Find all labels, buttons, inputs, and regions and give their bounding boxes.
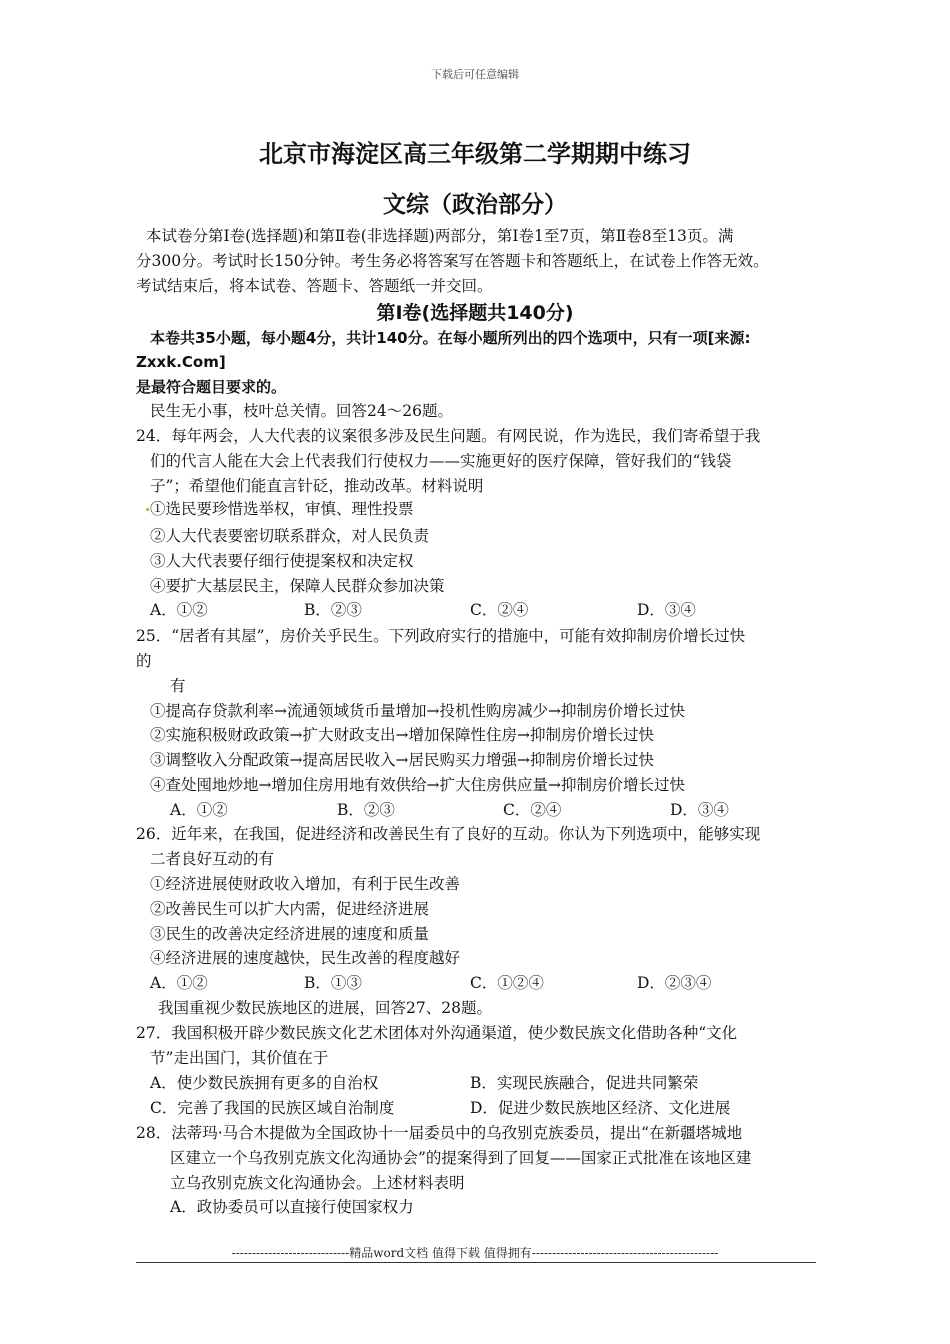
q28-stem: 立乌孜别克族文化沟通协会。上述材料表明: [170, 1174, 465, 1192]
lead-24-26: 民生无小事，枝叶总关情。回答24～26题。: [150, 402, 453, 420]
q24-item: ①选民要珍惜选举权，审慎、理性投票: [150, 500, 414, 518]
q25-option-c: C．②④: [503, 801, 562, 819]
q26-stem: 二者良好互动的有: [150, 850, 275, 868]
q26-option-b: B．①③: [304, 974, 362, 992]
q27-option-d: D．促进少数民族地区经济、文化进展: [470, 1099, 731, 1117]
q26-item: ①经济进展使财政收入增加，有利于民生改善: [150, 875, 461, 893]
q28-stem: 28．法蒂玛·马合木提做为全国政协十一届委员中的乌孜别克族委员，提出“在新疆塔城地: [136, 1124, 743, 1142]
q25-item: ③调整收入分配政策→提高居民收入→居民购买力增强→抑制房价增长过快: [150, 751, 654, 769]
q24-item: ④要扩大基层民主，保障人民群众参加决策: [150, 577, 445, 595]
section-title: 第Ⅰ卷(选择题共140分): [376, 302, 574, 324]
q25-stem: 25．“居者有其屋”，房价关乎民生。下列政府实行的措施中，可能有效抑制房价增长过快: [136, 627, 746, 645]
footer-rule: [136, 1262, 816, 1263]
q27-option-a: A．使少数民族拥有更多的自治权: [150, 1074, 379, 1092]
intro-line: 分300分。考试时长150分钟。考生务必将答案写在答题卡和答题纸上，在试卷上作答无效。: [136, 252, 769, 270]
mark-dot: [146, 508, 149, 511]
q27-stem: 27．我国积极开辟少数民族文化艺术团体对外沟通渠道，使少数民族文化借助各种“文化: [136, 1024, 738, 1042]
q27-stem: 节”走出国门，其价值在于: [150, 1049, 329, 1067]
instructions-line: 本卷共35小题，每小题4分，共计140分。在每小题所列出的四个选项中，只有一项[来源:: [150, 329, 751, 347]
page-title: 北京市海淀区高三年级第二学期期中练习: [259, 140, 691, 168]
q25-item: ④查处囤地炒地→增加住房用地有效供给→扩大住房供应量→抑制房价增长过快: [150, 776, 685, 794]
q24-option-d: D．③④: [637, 601, 696, 619]
q28-stem: 区建立一个乌孜别克族文化沟通协会”的提案得到了回复——国家正式批准在该地区建: [170, 1149, 752, 1167]
q24-stem: 子”；希望他们能直言针砭，推动改革。材料说明: [150, 477, 484, 495]
q24-option-a: A．①②: [150, 601, 208, 619]
q24-item: ③人大代表要仔细行使提案权和决定权: [150, 552, 414, 570]
instructions-line: 是最符合题目要求的。: [136, 378, 287, 396]
q25-option-a: A．①②: [170, 801, 228, 819]
q27-option-b: B．实现民族融合，促进共同繁荣: [470, 1074, 699, 1092]
q26-item: ④经济进展的速度越快，民生改善的程度越好: [150, 949, 461, 967]
intro-line: 考试结束后，将本试卷、答题卡、答题纸一并交回。: [136, 277, 493, 295]
q25-item: ①提高存贷款利率→流通领域货币量增加→投机性购房减少→抑制房价增长过快: [150, 702, 685, 720]
intro-line: 本试卷分第Ⅰ卷(选择题)和第Ⅱ卷(非选择题)两部分，第Ⅰ卷1至7页，第Ⅱ卷8至13页。满: [146, 227, 734, 245]
q26-option-d: D．②③④: [637, 974, 712, 992]
q24-option-b: B．②③: [304, 601, 362, 619]
q25-option-d: D．③④: [670, 801, 729, 819]
q25-item: ②实施积极财政政策→扩大财政支出→增加保障性住房→抑制房价增长过快: [150, 726, 654, 744]
q26-stem: 26．近年来，在我国，促进经济和改善民生有了良好的互动。你认为下列选项中，能够实现: [136, 825, 761, 843]
q26-item: ②改善民生可以扩大内需，促进经济进展: [150, 900, 430, 918]
q24-stem: 们的代言人能在大会上代表我们行使权力——实施更好的医疗保障，管好我们的“钱袋: [150, 452, 732, 470]
q24-option-c: C．②④: [470, 601, 529, 619]
lead-27-28: 我国重视少数民族地区的进展，回答27、28题。: [158, 999, 492, 1017]
header-note: 下载后可任意编辑: [431, 68, 519, 81]
page-subtitle: 文综（政治部分）: [383, 192, 567, 218]
footer-text: -----------------------------精品word文档 值得下载 值得拥有----------------------------------------------: [231, 1246, 719, 1260]
q25-option-b: B．②③: [337, 801, 395, 819]
q26-option-a: A．①②: [150, 974, 208, 992]
q25-stem: 有: [170, 677, 186, 695]
q26-option-c: C．①②④: [470, 974, 544, 992]
q28-option-a: A．政协委员可以直接行使国家权力: [170, 1198, 414, 1216]
q24-stem: 24．每年两会，人大代表的议案很多涉及民生问题。有网民说，作为选民，我们寄希望于我: [136, 427, 761, 445]
q27-option-c: C．完善了我国的民族区域自治制度: [150, 1099, 395, 1117]
q25-stem: 的: [136, 652, 152, 670]
instructions-line: Zxxk.Com]: [136, 353, 226, 371]
q26-item: ③民生的改善决定经济进展的速度和质量: [150, 925, 430, 943]
q24-item: ②人大代表要密切联系群众，对人民负责: [150, 527, 430, 545]
